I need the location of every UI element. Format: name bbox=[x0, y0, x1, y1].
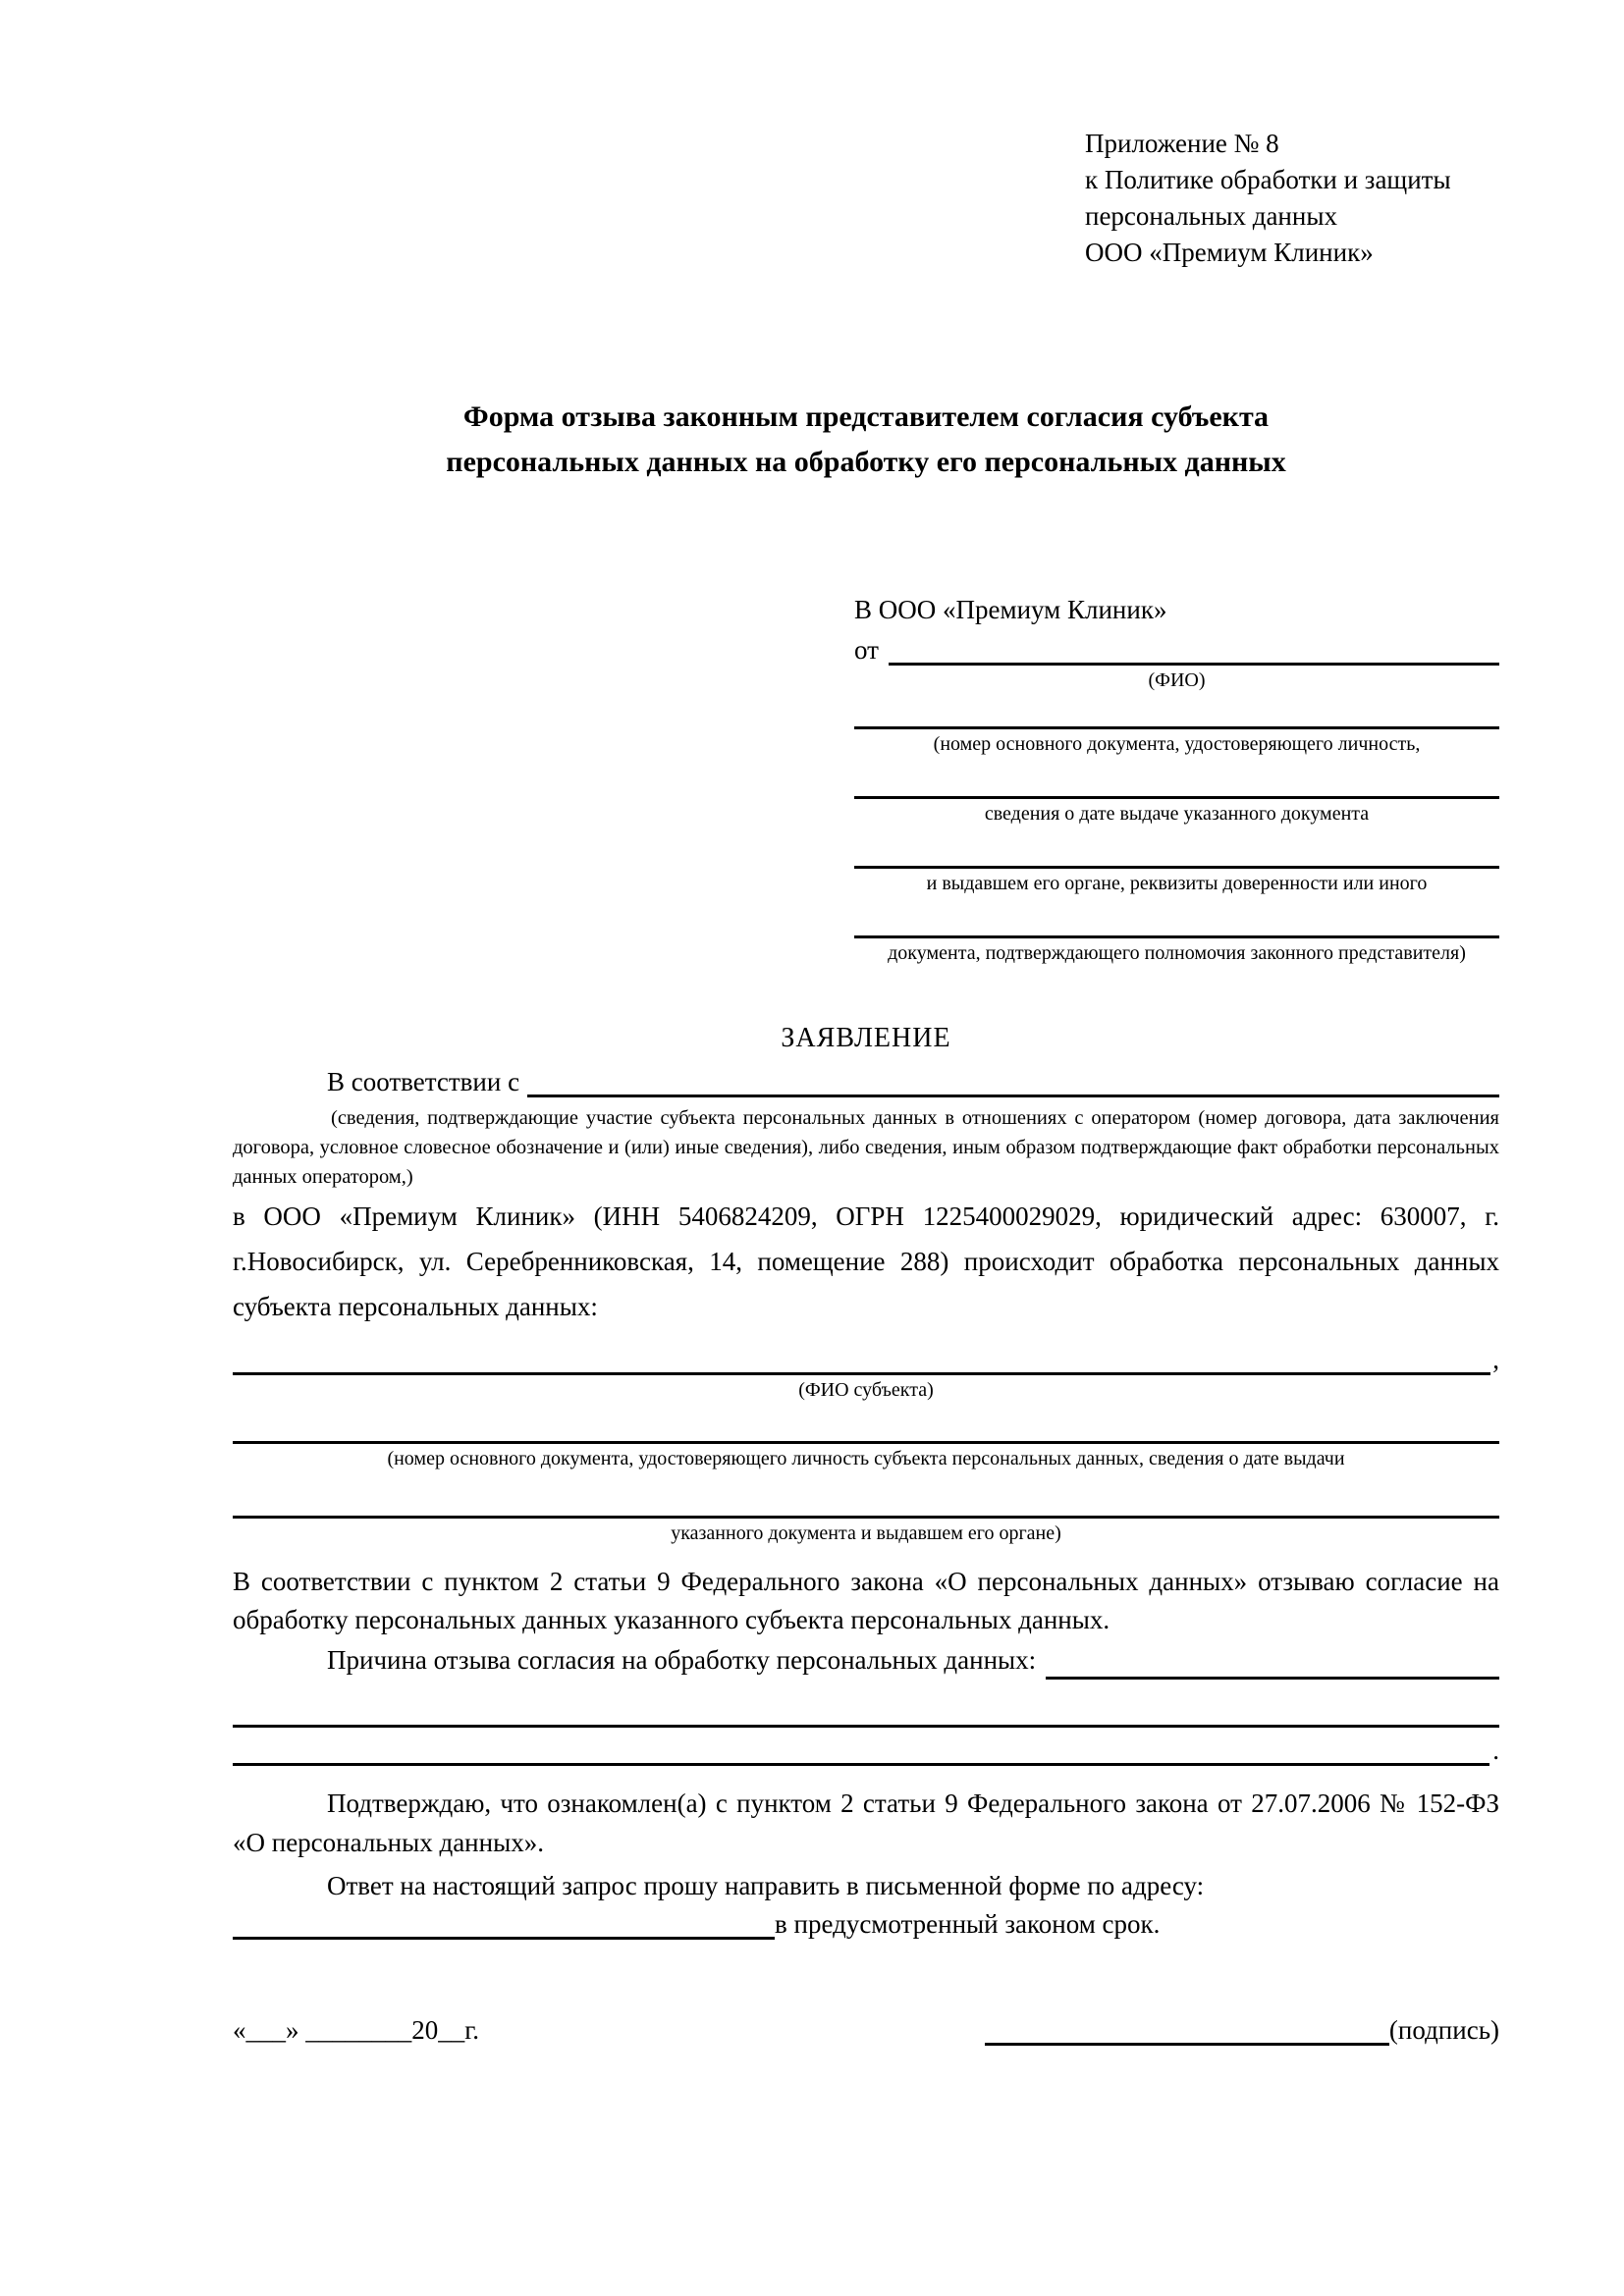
operator-paragraph: в ООО «Премиум Клиник» (ИНН 5406824209, ОГРН 1225400029029, юридический адрес: 630007, г. г.Новосибирск, ул. Серебренниковская, 14, помещение 288) происходит обработка персональных данных субъекта персональных данных: bbox=[233, 1201, 1499, 1322]
representative-doc-field-line[interactable] bbox=[854, 693, 1499, 729]
subject-doc-caption-1: (номер основного документа, удостоверяющего личность субъекта персональных данных, сведения о дате выдачи bbox=[387, 1448, 1345, 1470]
doc-issuer-field-line[interactable] bbox=[854, 827, 1499, 869]
document-title bbox=[233, 395, 1499, 485]
appendix-line: к Политике обработки и защиты bbox=[1085, 165, 1451, 194]
confirmation-paragraph: Подтверждаю, что ознакомлен(а) с пунктом 2 статьи 9 Федерального закона от 27.07.2006 № 152-ФЗ «О персональных данных». bbox=[233, 1789, 1499, 1858]
doc-caption-2: сведения о дате выдаче указанного документа bbox=[984, 802, 1370, 825]
reason-continuation-line-1[interactable] bbox=[233, 1680, 1499, 1728]
signature-caption: (подпись) bbox=[1388, 2015, 1499, 2046]
fio-caption: (ФИО) bbox=[1148, 668, 1206, 691]
doc-issue-date-field-line[interactable] bbox=[854, 757, 1499, 799]
blank-trailing-period: . bbox=[1492, 1735, 1499, 1766]
subject-fio-caption: (ФИО субъекта) bbox=[798, 1379, 934, 1402]
footer-row bbox=[233, 2014, 1499, 2047]
reason-continuation-line-2[interactable] bbox=[233, 1728, 1489, 1766]
subject-doc-caption-2: указанного документа и выдавшем его органе) bbox=[671, 1522, 1061, 1545]
intro-row bbox=[233, 1066, 1499, 1098]
statement-heading: ЗАЯВЛЕНИЕ bbox=[781, 1022, 951, 1053]
subject-fio-field-line[interactable] bbox=[233, 1343, 1490, 1375]
reason-continuation-row-2 bbox=[233, 1728, 1499, 1766]
response-address-field-line[interactable] bbox=[233, 1907, 775, 1940]
doc-caption-1: (номер основного документа, удостоверяющего личность, bbox=[933, 732, 1421, 755]
appendix-header bbox=[1085, 126, 1499, 271]
from-row bbox=[854, 633, 1499, 666]
reason-field-line[interactable] bbox=[1046, 1647, 1499, 1680]
addressee-to: В ООО «Премиум Клиник» bbox=[854, 595, 1167, 624]
reason-row bbox=[233, 1641, 1499, 1680]
representative-fio-field-line[interactable] bbox=[889, 633, 1499, 666]
appendix-line: ООО «Премиум Клиник» bbox=[1085, 238, 1374, 267]
relation-details-field-line[interactable] bbox=[527, 1066, 1499, 1098]
authority-doc-field-line[interactable] bbox=[854, 896, 1499, 938]
subject-doc-issuer-field-line[interactable] bbox=[233, 1472, 1499, 1519]
signature-field-line[interactable] bbox=[985, 2014, 1389, 2047]
from-label: от bbox=[854, 634, 879, 665]
document-title-line2: персональных данных на обработку его персональных данных bbox=[446, 446, 1286, 478]
addressee-block bbox=[854, 595, 1499, 966]
signature-group bbox=[985, 2014, 1499, 2047]
response-request-paragraph: Ответ на настоящий запрос прошу направить в письменной форме по адресу: bbox=[327, 1871, 1205, 1901]
intro-note: (сведения, подтверждающие участие субъекта персональных данных в отношениях с оператором (номер договора, дата заключения договора, условное словесное обозначение и (или) иные сведения), либо сведения, иным образом подтверждающие факт обработки персональных данных оператором,) bbox=[233, 1107, 1499, 1189]
response-address-row bbox=[233, 1907, 1499, 1940]
reason-label: Причина отзыва согласия на обработку персональных данных: bbox=[327, 1645, 1037, 1676]
subject-fio-row bbox=[233, 1343, 1499, 1375]
appendix-line: Приложение № 8 bbox=[1085, 129, 1279, 158]
subject-fio-comma: , bbox=[1492, 1345, 1499, 1375]
response-suffix: в предусмотренный законом срок. bbox=[775, 1908, 1161, 1939]
appendix-line: персональных данных bbox=[1085, 201, 1337, 231]
document-title-line1: Форма отзыва законным представителем согласия субъекта bbox=[462, 400, 1270, 433]
doc-caption-3: и выдавшем его органе, реквизиты доверенности или иного bbox=[926, 872, 1428, 894]
doc-caption-4: документа, подтверждающего полномочия законного представителя) bbox=[888, 941, 1466, 964]
subject-doc-field-line[interactable] bbox=[233, 1404, 1499, 1444]
date-placeholder[interactable]: «___» ________20__г. bbox=[233, 2015, 480, 2046]
withdrawal-paragraph: В соответствии с пунктом 2 статьи 9 Федерального закона «О персональных данных» отзываю согласие на обработку персональных данных указанного субъекта персональных данных. bbox=[233, 1567, 1499, 1635]
intro-label: В соответствии с bbox=[327, 1067, 520, 1097]
